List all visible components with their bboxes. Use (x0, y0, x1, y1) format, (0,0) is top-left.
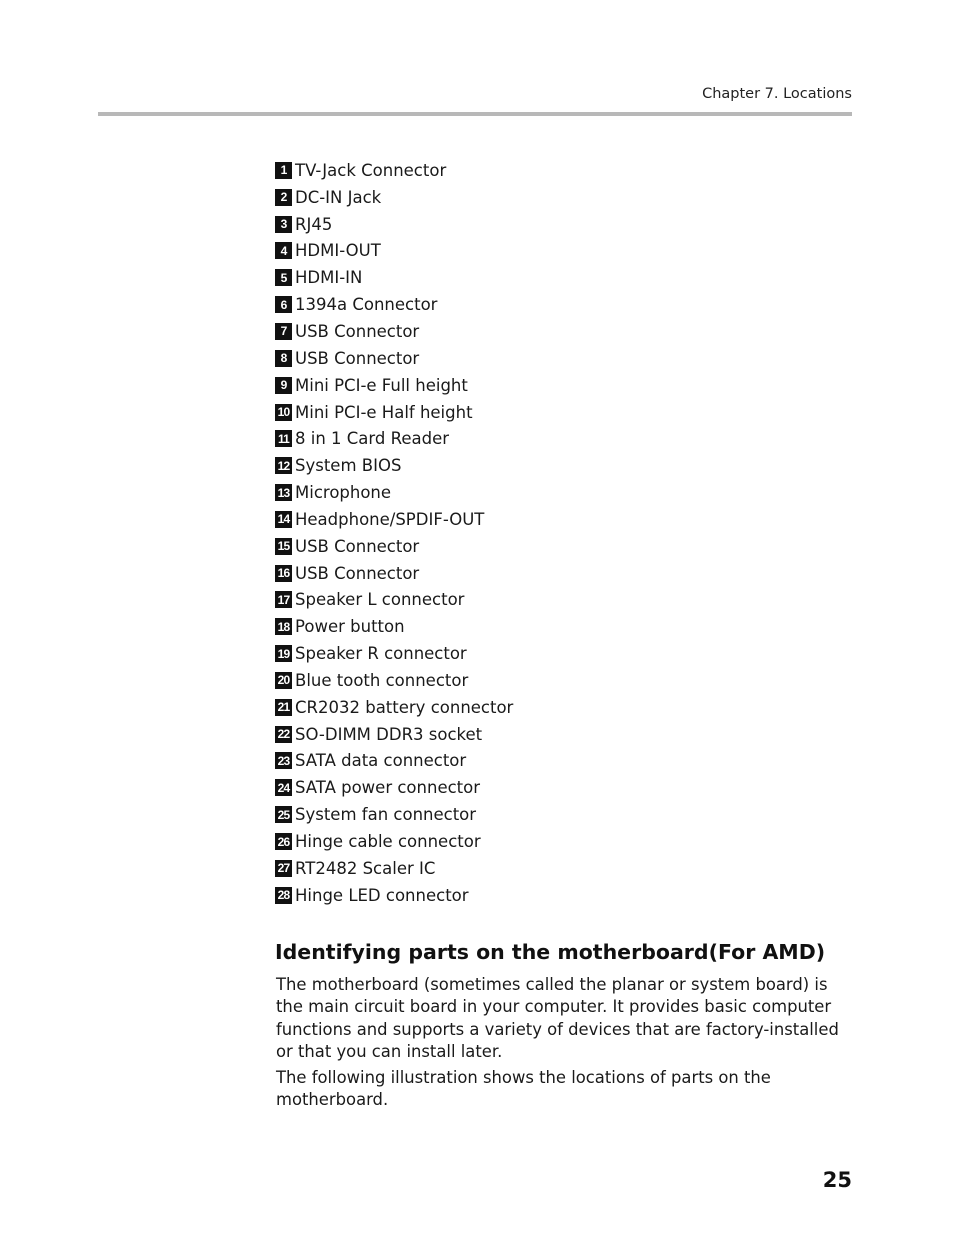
part-number-badge: 28 (275, 887, 292, 904)
part-number-badge: 8 (275, 350, 292, 367)
part-label: Mini PCI-e Half height (295, 402, 473, 422)
part-label: Headphone/SPDIF-OUT (295, 509, 485, 529)
part-number-badge: 14 (275, 511, 292, 528)
part-label: CR2032 battery connector (295, 697, 514, 717)
part-number-badge: 15 (275, 538, 292, 555)
part-item (275, 452, 513, 479)
part-number-badge: 3 (275, 216, 292, 233)
part-label: RJ45 (295, 214, 333, 234)
part-label: USB Connector (295, 563, 420, 583)
part-number-badge: 4 (275, 242, 292, 259)
part-item (275, 855, 513, 882)
part-item (275, 291, 513, 318)
part-item (275, 560, 513, 587)
intro-paragraph: The motherboard (sometimes called the planar or system board) is the main circuit board in your computer. It provides basic computer functions and supports a variety of devices that are factory-installed or that you can install later. (276, 975, 839, 1062)
part-label: System BIOS (295, 456, 402, 476)
part-item (275, 587, 513, 614)
part-label: SATA power connector (295, 778, 481, 798)
illustration-paragraph: The following illustration shows the locations of parts on the motherboard. (276, 1068, 771, 1110)
part-number-badge: 7 (275, 323, 292, 340)
part-label: 8 in 1 Card Reader (295, 429, 450, 449)
part-label: Speaker L connector (295, 590, 465, 610)
part-item (275, 157, 513, 184)
part-item (275, 264, 513, 291)
part-number-badge: 21 (275, 699, 292, 716)
part-item (275, 318, 513, 345)
part-number-badge: 2 (275, 189, 292, 206)
part-number-badge: 22 (275, 726, 292, 743)
part-item (275, 721, 513, 748)
part-label: Speaker R connector (295, 644, 467, 664)
part-item (275, 506, 513, 533)
part-number-badge: 18 (275, 618, 292, 635)
part-label: SO-DIMM DDR3 socket (295, 724, 483, 744)
part-label: USB Connector (295, 536, 420, 556)
part-item (275, 479, 513, 506)
part-number-badge: 1 (275, 162, 292, 179)
part-number-badge: 10 (275, 404, 292, 421)
part-label: Mini PCI-e Full height (295, 375, 468, 395)
part-label: Microphone (295, 483, 392, 503)
part-item (275, 425, 513, 452)
part-label: SATA data connector (295, 751, 467, 771)
part-number-badge: 17 (275, 591, 292, 608)
part-item (275, 774, 513, 801)
part-number-badge: 9 (275, 377, 292, 394)
part-label: 1394a Connector (295, 295, 438, 315)
part-item (275, 882, 513, 909)
part-label: USB Connector (295, 321, 420, 341)
part-label: Hinge cable connector (295, 832, 481, 852)
header-rule (98, 112, 852, 116)
part-number-badge: 5 (275, 269, 292, 286)
part-label: RT2482 Scaler IC (295, 858, 436, 878)
part-item (275, 748, 513, 775)
part-item (275, 184, 513, 211)
part-number-badge: 13 (275, 484, 292, 501)
part-number-badge: 19 (275, 645, 292, 662)
part-label: HDMI-IN (295, 268, 363, 288)
parts-list (275, 157, 513, 909)
part-item (275, 613, 513, 640)
part-number-badge: 11 (275, 430, 292, 447)
part-label: System fan connector (295, 805, 477, 825)
part-item (275, 211, 513, 238)
part-number-badge: 25 (275, 806, 292, 823)
part-item (275, 372, 513, 399)
part-label: TV-Jack Connector (295, 160, 447, 180)
chapter-header: Chapter 7. Locations (702, 86, 852, 102)
part-label: DC-IN Jack (295, 187, 382, 207)
part-item (275, 345, 513, 372)
part-item (275, 828, 513, 855)
section-title: Identifying parts on the motherboard(For AMD) (275, 940, 826, 964)
part-label: Power button (295, 617, 405, 637)
part-number-badge: 23 (275, 752, 292, 769)
part-label: USB Connector (295, 348, 420, 368)
part-label: Hinge LED connector (295, 885, 469, 905)
part-item (275, 667, 513, 694)
part-item (275, 238, 513, 265)
part-number-badge: 24 (275, 779, 292, 796)
part-number-badge: 6 (275, 296, 292, 313)
part-number-badge: 16 (275, 565, 292, 582)
part-label: HDMI-OUT (295, 241, 381, 261)
part-item (275, 801, 513, 828)
part-item (275, 533, 513, 560)
part-item (275, 694, 513, 721)
part-label: Blue tooth connector (295, 670, 469, 690)
part-number-badge: 20 (275, 672, 292, 689)
page-number: 25 (822, 1168, 852, 1192)
part-item (275, 640, 513, 667)
part-number-badge: 12 (275, 457, 292, 474)
part-number-badge: 27 (275, 860, 292, 877)
part-number-badge: 26 (275, 833, 292, 850)
part-item (275, 399, 513, 426)
